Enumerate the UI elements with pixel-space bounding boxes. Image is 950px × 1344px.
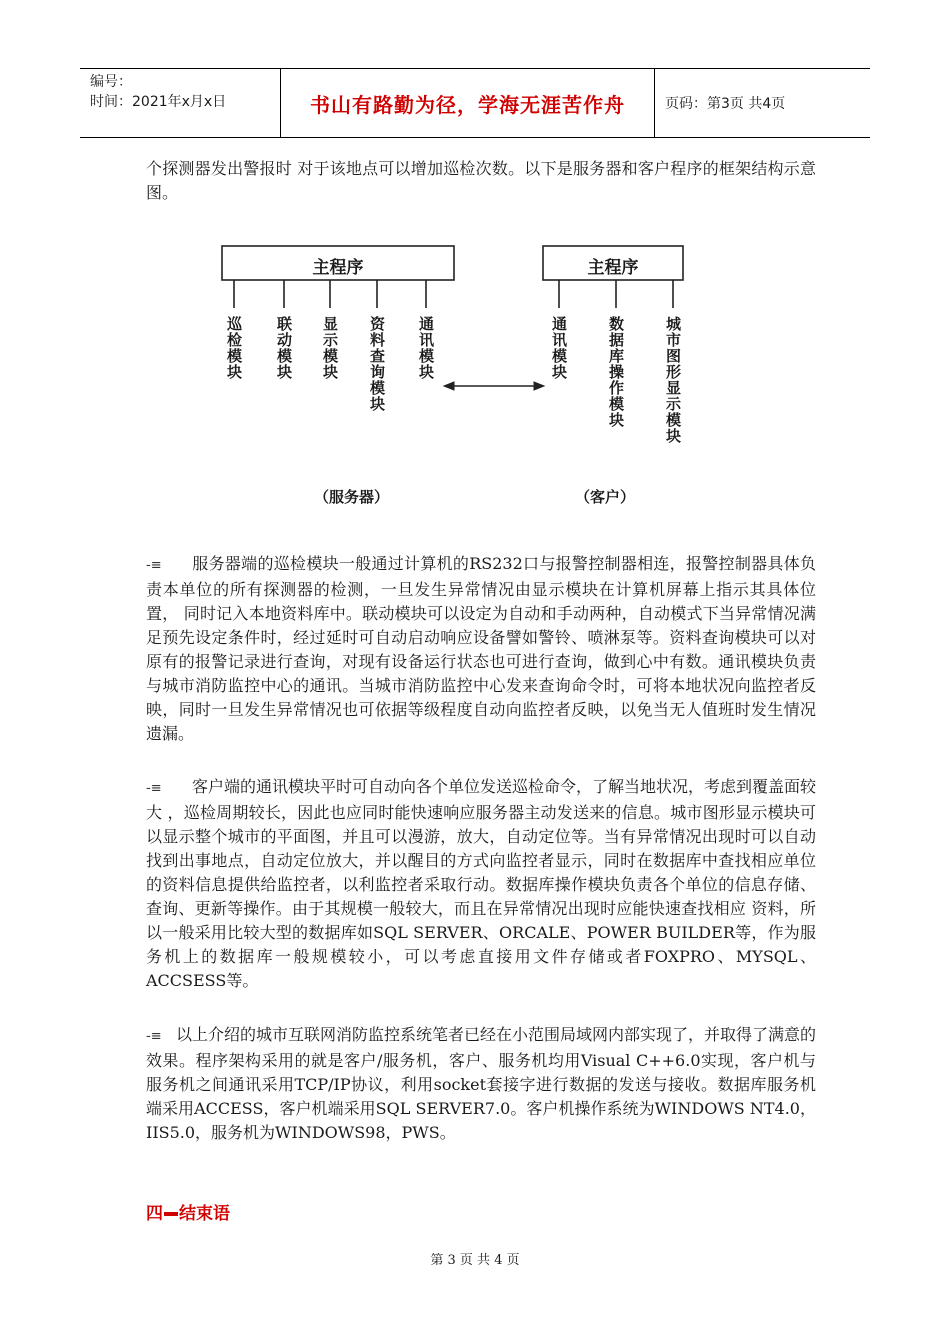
client-module-comm: 通讯模块 [550, 316, 568, 380]
arrow-head-left [444, 382, 454, 390]
paragraph-text: 服务器端的巡检模块一般通过计算机的RS232口与报警控制器相连，报警控制器具体负责本单位的所有探测器的检测，一旦发生异常情况由显示模块在计算机屏幕上指示其具体位置， 同时记入本地资料库中。联动模块可以设定为自动和手动两种，自动模式下当异常情况满足预先设定条件时，经过延时可自动启动响应设备譬如警铃、喷淋泵等。资料查询模块可以对原有的报警记录进行查询，对现有设备运行状态也可进行查询，做到心中有数。通讯模块负责与城市消防监控中心的通讯。当城市消防监控中心发来查询命令时，可将本地状况向监控者反映，同时一旦发生异常情况也可依据等级程度自动向监控者反映，以免当无人值班时发生情况遗漏。 [146, 554, 816, 743]
diagram-lines [210, 236, 710, 526]
section-number: 四 [146, 1204, 163, 1224]
paragraph-marker: -≡ [146, 781, 162, 796]
paragraph-implementation [146, 1023, 816, 1145]
client-main-title: 主程序 [587, 258, 639, 278]
client-module-map: 城市图形显示模块 [664, 316, 682, 444]
section-heading-conclusion [146, 1199, 230, 1224]
page-header [80, 68, 870, 138]
server-module-query: 资料查询模块 [368, 316, 386, 412]
header-page-info: 页码：第3页 共4页 [665, 96, 786, 112]
header-number: 编号： [90, 74, 132, 90]
paragraph-marker: -≡ [146, 1029, 162, 1044]
paragraph-text: 以上介绍的城市互联网消防监控系统笔者已经在小范围局域网内部实现了，并取得了满意的效果。程序架构采用的就是客户/服务机，客户、服务机均用Visual C++6.0实现，客户机与 服务机之间通讯采用TCP/IP协议，利用socket套接字进行数据的发送与接收。数据库服务机 端采用ACCESS，客户机端采用SQL SERVER7.0。客户机操作系统为WINDOWS NT4.0，IIS5.0，服务机为WINDOWS98，PWS。 [146, 1025, 817, 1142]
page-footer: 第 3 页 共 4 页 [430, 1253, 520, 1268]
client-module-db: 数据库操作模块 [607, 316, 625, 428]
server-module-linkage: 联动模块 [275, 316, 293, 380]
section-title: 结束语 [179, 1204, 230, 1224]
server-module-patrol: 巡检模块 [225, 316, 243, 380]
header-time: 时间：2021年x月x日 [90, 94, 227, 110]
server-caption: （服务器） [314, 488, 390, 506]
intro-paragraph: 个探测器发出警报时 对于该地点可以增加巡检次数。以下是服务器和客户程序的框架结构示意图。 [146, 159, 816, 202]
server-main-title: 主程序 [312, 258, 364, 278]
paragraph-server [146, 552, 816, 746]
server-module-comm: 通讯模块 [417, 316, 435, 380]
architecture-diagram [210, 236, 710, 526]
client-caption: （客户） [575, 488, 636, 506]
arrow-head-right [534, 382, 544, 390]
paragraph-text: 客户端的通讯模块平时可自动向各个单位发送巡检命令，了解当地状况，考虑到覆盖面较大 ，巡检周期较长，因此也应同时能快速响应服务器主动发送来的信息。城市图形显示模块可以显示整个城市的平面图，并且可以漫游，放大，自动定位等。当有异常情况出现时可以自动找到出事地点，自动定位放大，并以醒目的方式向监控者显示，同时在数据库中查找相应单位的资料信息提供给监控者，以利监控者采取行动。数据库操作模块负责各个单位的信息存储、查询、更新等操作。由于其规模一般较大，而且在异常情况出现时应能快速查找相应 资料，所以一般采用比较大型的数据库如SQL SERVER、ORCALE、POWER BUILDER等，作为服务机上的数据库一般规模较小，可以考虑直接用文件存储或者FOXPRO、MYSQL、ACCSESS等。 [146, 777, 817, 990]
header-meta [80, 69, 281, 137]
header-motto: 书山有路勤为径，学海无涯苦作舟 [281, 69, 655, 137]
paragraph-marker: -≡ [146, 558, 162, 573]
paragraph-client [146, 775, 816, 993]
section-separator [164, 1212, 178, 1216]
server-module-display: 显示模块 [321, 316, 339, 380]
